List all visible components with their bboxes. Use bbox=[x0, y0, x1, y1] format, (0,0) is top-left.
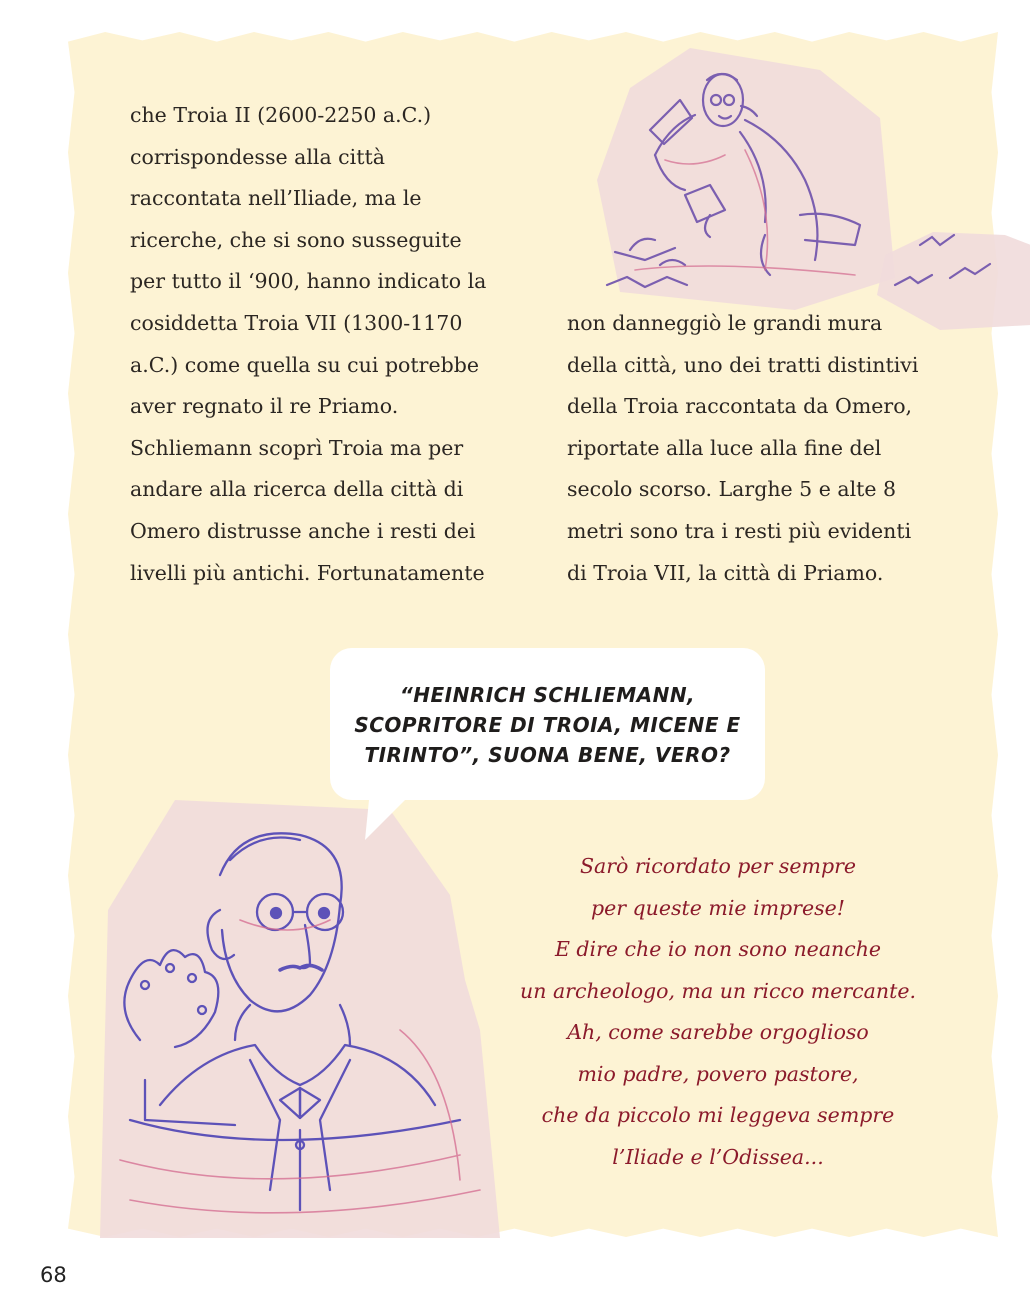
text-line: corrispondesse alla città bbox=[130, 144, 385, 169]
speech-bubble-text bbox=[330, 680, 765, 770]
speech-line: “HEINRICH SCHLIEMANN, bbox=[399, 683, 696, 707]
quote-line: l’Iliade e l’Odissea... bbox=[612, 1144, 824, 1169]
quote-line: Sarò ricordato per sempre bbox=[579, 854, 857, 878]
text-line: aver regnato il re Priamo. bbox=[130, 394, 399, 419]
text-line: ricerche, che si sono susseguite bbox=[130, 227, 462, 252]
text-line: di Troia VII, la città di Priamo. bbox=[567, 560, 884, 585]
text-line: secolo scorso. Larghe 5 e alte 8 bbox=[567, 477, 897, 502]
text-line: raccontata nell’Iliade, ma le bbox=[130, 186, 422, 211]
text-line: della Troia raccontata da Omero, bbox=[567, 394, 913, 419]
text-line: a.C.) come quella su cui potrebbe bbox=[130, 352, 479, 377]
speech-line: TIRINTO”, SUONA BENE, VERO? bbox=[364, 743, 731, 767]
digging-archaeologist-sketch-icon bbox=[595, 40, 1030, 340]
speech-bubble-tail bbox=[360, 790, 420, 845]
schliemann-quote bbox=[490, 846, 946, 1178]
quote-line: che da piccolo mi leggeva sempre bbox=[541, 1103, 895, 1127]
text-line: per tutto il ‘900, hanno indicato la bbox=[130, 269, 487, 294]
text-line: livelli più antichi. Fortunatamente bbox=[130, 560, 485, 585]
text-line: della città, uno dei tratti distintivi bbox=[567, 352, 919, 377]
text-line: riportate alla luce alla fine del bbox=[567, 435, 882, 460]
schliemann-portrait-sketch-icon bbox=[100, 800, 510, 1238]
page-number: 68 bbox=[40, 1263, 67, 1287]
quote-line: E dire che io non sono neanche bbox=[554, 937, 882, 961]
text-line: cosiddetta Troia VII (1300-1170 bbox=[130, 310, 463, 335]
quote-line: per queste mie imprese! bbox=[590, 895, 846, 920]
text-line: andare alla ricerca della città di bbox=[130, 477, 464, 502]
text-line: Omero distrusse anche i resti dei bbox=[130, 518, 476, 543]
text-line: Schliemann scoprì Troia ma per bbox=[130, 435, 464, 460]
quote-line: mio padre, povero pastore, bbox=[577, 1061, 859, 1086]
text-line: che Troia II (2600-2250 a.C.) bbox=[130, 103, 432, 127]
quote-line: Ah, come sarebbe orgoglioso bbox=[567, 1020, 869, 1044]
text-line: non danneggiò le grandi mura bbox=[567, 311, 883, 335]
text-column-right bbox=[567, 303, 918, 594]
speech-line: SCOPRITORE DI TROIA, MICENE E bbox=[354, 713, 741, 737]
quote-line: un archeologo, ma un ricco mercante. bbox=[520, 978, 916, 1003]
text-column-left bbox=[130, 95, 486, 594]
text-line: metri sono tra i resti più evidenti bbox=[567, 518, 912, 543]
